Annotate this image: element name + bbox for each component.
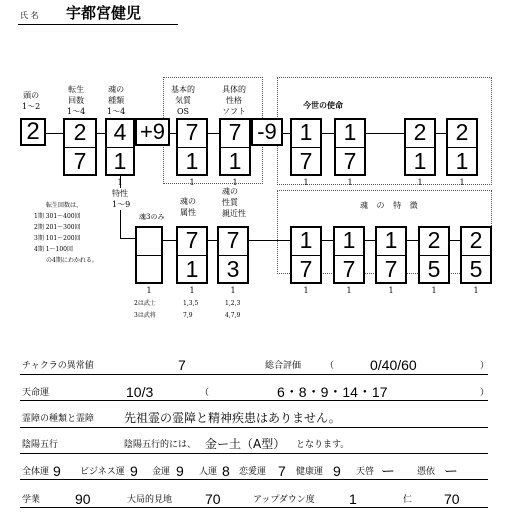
attribute-note-3 <box>225 298 240 322</box>
mission-1-top: 1 <box>299 119 313 145</box>
destiny-label: 天命運 <box>22 388 50 398</box>
yinyang-prefix: 陰陽五行的には、 <box>124 440 197 450</box>
row2-under-5: 1 <box>346 286 352 295</box>
soul-attribute-bottom: 1 <box>185 256 199 282</box>
total-value: 0/40/60 <box>370 357 417 373</box>
head-value: 2 <box>26 118 40 145</box>
soul-only-divider <box>137 255 161 256</box>
luck-money-value: 9 <box>176 463 184 479</box>
rebirth-note-4: 4期 1～100回 <box>34 246 73 253</box>
luck-revelation-label: 天啓 <box>356 467 375 477</box>
mission-box-3 <box>404 118 436 176</box>
jin-label: 仁 <box>403 495 413 505</box>
plus-box <box>135 118 170 146</box>
rebirth-note <box>34 200 98 266</box>
feature-4-top: 2 <box>427 227 441 253</box>
mission-4-top: 2 <box>455 119 469 145</box>
soul-attribute-box <box>176 226 208 284</box>
label-soul-features: 魂 の 特 徴 <box>360 201 421 210</box>
spirit-label: 霊障の種類と霊障 <box>22 414 95 424</box>
label-trait: 特性 1～9 <box>112 189 131 209</box>
feature-4-bottom: 5 <box>427 256 441 282</box>
row2-under-4: 1 <box>303 286 309 295</box>
luck-love-value: 7 <box>278 463 286 479</box>
label-head: 頭の 1～2 <box>22 91 41 111</box>
destiny-underline <box>20 400 488 401</box>
row1-under-1: 1 <box>117 178 123 187</box>
total-close-paren: ） <box>480 361 490 371</box>
row1-under-7: 1 <box>459 178 465 187</box>
luck-money-label: 金運 <box>152 467 171 477</box>
soul-type-top: 4 <box>113 119 127 145</box>
attribute-note-2-b: 7,9 <box>183 312 193 319</box>
feature-2-top: 1 <box>342 227 356 253</box>
spirit-value: 先祖霊の霊障と精神疾患はありません。 <box>124 411 341 425</box>
label-rebirth-count: 転生 回数 1～4 <box>67 85 86 116</box>
mission-box-1 <box>290 118 322 176</box>
study-underline <box>20 507 488 508</box>
rebirth-count-top: 2 <box>73 119 87 145</box>
label-basic-temper: 基本的 気質 OS <box>171 85 195 116</box>
mission-3-bottom: 1 <box>413 148 427 174</box>
plus-value: +9 <box>139 119 166 144</box>
luck-business-value: 9 <box>130 463 138 479</box>
luck-love-label: 恋愛運 <box>239 467 267 477</box>
basic-temper-box <box>176 118 208 176</box>
row2-under-7: 1 <box>431 286 437 295</box>
chakra-label: チャクラの異常値 <box>22 361 94 371</box>
row1-under-3: 1 <box>232 178 238 187</box>
luck-business-label: ビジネス運 <box>80 467 125 477</box>
trait-connector <box>120 210 121 238</box>
label-soul-attribute: 魂の 属性 <box>180 197 196 217</box>
rebirth-note-5: の4期にわかれる。 <box>46 257 98 264</box>
yinyang-value: 金ー土（A型） <box>205 437 286 451</box>
row2-under-2: 1 <box>189 286 195 295</box>
mission-box-4 <box>446 118 478 176</box>
luck-overall-value: 9 <box>53 463 61 479</box>
feature-2-bottom: 7 <box>342 256 356 282</box>
rebirth-note-3: 3期 101～200回 <box>34 235 81 242</box>
soul-affinity-box <box>217 226 249 284</box>
label-soul-only: 魂3のみ <box>139 213 165 221</box>
luck-people-value: 8 <box>222 463 230 479</box>
attribute-note-1-a: 2は武士 <box>134 300 156 307</box>
row1-under-5: 1 <box>347 178 353 187</box>
spirit-underline <box>20 427 488 428</box>
basic-temper-bottom: 1 <box>185 148 199 174</box>
feature-box-3 <box>375 226 407 284</box>
rebirth-count-box <box>63 118 97 176</box>
feature-3-bottom: 7 <box>384 256 398 282</box>
feature-1-top: 1 <box>299 227 313 253</box>
soul-type-bottom: 1 <box>113 148 127 174</box>
updown-label: アップダウン度 <box>253 495 315 505</box>
luck-health-value: 9 <box>333 463 341 479</box>
label-mission: 今世の使命 <box>303 100 343 110</box>
row2-under-1: 1 <box>146 286 152 295</box>
feature-box-4 <box>418 226 450 284</box>
mission-2-bottom: 7 <box>343 148 357 174</box>
rebirth-note-1: 1期 301～400回 <box>34 213 81 220</box>
row2-under-6: 1 <box>388 286 394 295</box>
vision-value: 70 <box>205 491 221 507</box>
attribute-note-1 <box>134 298 156 322</box>
label-concrete-personality: 具体的 性格 ソフト <box>222 85 246 116</box>
soul-affinity-bottom: 3 <box>226 256 240 282</box>
attribute-note-2 <box>183 298 198 322</box>
mission-2-top: 1 <box>343 119 357 145</box>
luck-revelation-value: ー <box>381 463 395 479</box>
attribute-note-1-b: 3は武将 <box>134 312 156 319</box>
rebirth-note-2: 2期 201～300回 <box>34 224 81 231</box>
destiny-list: 6・8・9・14・17 <box>277 384 388 400</box>
feature-box-5 <box>460 226 492 284</box>
attribute-note-3-a: 1,2,3 <box>225 300 241 307</box>
row1-under-4: 1 <box>303 178 309 187</box>
feature-5-top: 2 <box>469 227 483 253</box>
soul-attribute-top: 7 <box>185 227 199 253</box>
updown-value: 1 <box>349 491 357 507</box>
label-soul-type: 魂の 種類 1～4 <box>107 85 126 116</box>
vision-label: 大局的見地 <box>127 495 173 505</box>
head-box <box>20 118 46 146</box>
destiny-open-paren: （ <box>200 388 210 398</box>
row1-under-6: 1 <box>417 178 423 187</box>
total-open-paren: （ <box>325 361 335 371</box>
jin-value: 70 <box>444 491 460 507</box>
chakra-value: 7 <box>178 357 186 373</box>
row1-under-2: 1 <box>189 178 195 187</box>
header-underline <box>18 24 178 25</box>
luck-underline <box>20 479 488 480</box>
destiny-close-paren: ） <box>480 388 490 398</box>
feature-5-bottom: 5 <box>469 256 483 282</box>
mission-box-2 <box>334 118 366 176</box>
concrete-personality-bottom: 1 <box>228 148 242 174</box>
destiny-value: 10/3 <box>126 384 154 400</box>
rebirth-count-bottom: 7 <box>73 148 87 174</box>
concrete-personality-box <box>219 118 251 176</box>
total-label: 総合評価 <box>265 361 302 371</box>
rebirth-note-0: 転生回数は、 <box>46 202 83 209</box>
luck-possession-label: 憑依 <box>417 467 436 477</box>
mission-4-bottom: 1 <box>455 148 469 174</box>
name-label: 氏 名 <box>20 11 39 20</box>
attribute-note-3-b: 4,7,9 <box>225 312 241 319</box>
luck-people-label: 人運 <box>199 467 218 477</box>
luck-possession-value: ー <box>444 463 458 479</box>
yinyang-suffix: となります。 <box>296 440 350 450</box>
attribute-note-2-a: 1,3,5 <box>183 300 199 307</box>
yinyang-underline <box>20 453 488 454</box>
mission-1-bottom: 7 <box>299 148 313 174</box>
concrete-personality-top: 7 <box>228 119 242 145</box>
feature-3-top: 1 <box>384 227 398 253</box>
trait-connector-top <box>120 176 121 188</box>
luck-overall-label: 全体運 <box>22 467 50 477</box>
feature-1-bottom: 7 <box>299 256 313 282</box>
feature-box-2 <box>333 226 365 284</box>
minus-box <box>251 118 283 146</box>
label-soul-affinity: 魂の 性質 親近性 <box>222 187 246 218</box>
study-value: 90 <box>75 491 91 507</box>
soul-type-box <box>105 118 135 176</box>
person-name: 宇都宮健児 <box>66 4 142 22</box>
study-label: 学業 <box>22 495 41 505</box>
basic-temper-top: 7 <box>185 119 199 145</box>
feature-box-1 <box>290 226 322 284</box>
yinyang-label: 陰陽五行 <box>22 440 59 450</box>
chakra-underline <box>20 374 488 375</box>
minus-value: -9 <box>257 119 277 144</box>
row2-under-3: 1 <box>230 286 236 295</box>
luck-health-label: 健康運 <box>296 467 324 477</box>
mission-3-top: 2 <box>413 119 427 145</box>
row2-under-8: 1 <box>473 286 479 295</box>
soul-affinity-top: 7 <box>226 227 240 253</box>
soul-only-box <box>135 226 163 284</box>
